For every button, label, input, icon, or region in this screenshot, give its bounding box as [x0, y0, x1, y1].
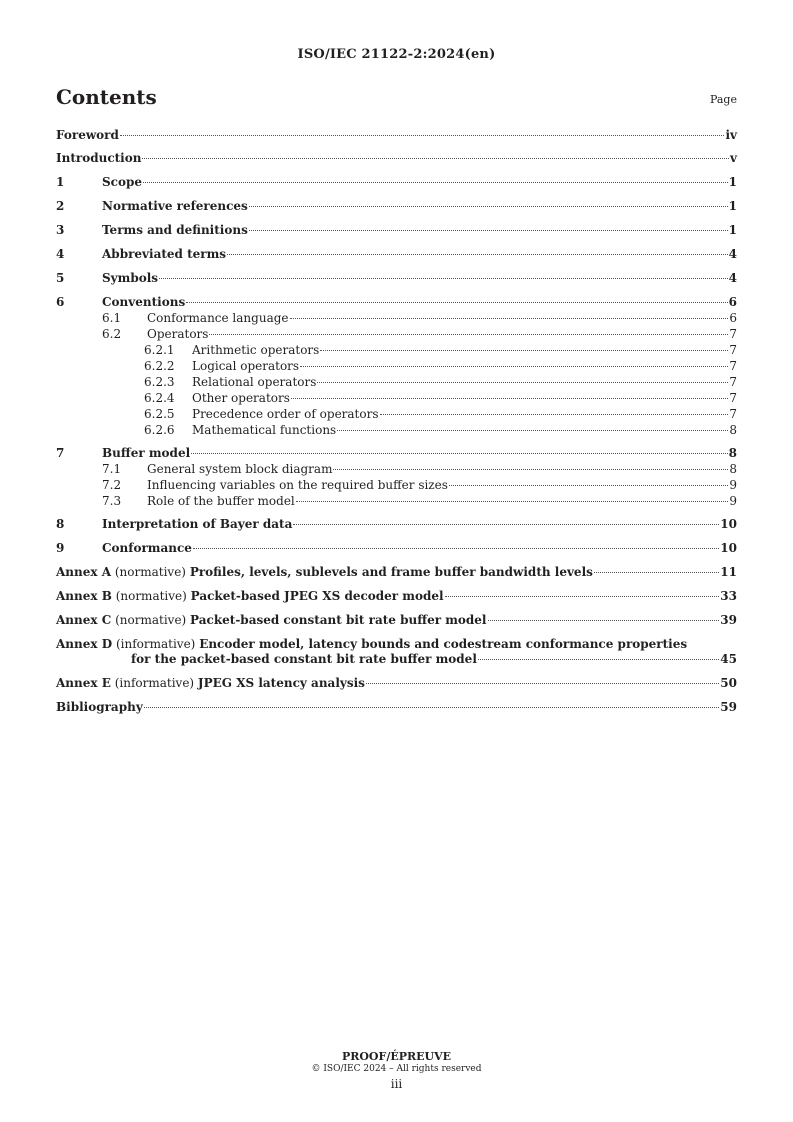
toc-entry-title: Relational operators [192, 375, 317, 389]
toc-entry[interactable] [56, 343, 737, 358]
toc-entry[interactable] [56, 565, 737, 580]
toc-entry[interactable] [56, 676, 737, 691]
toc-entry-title: Terms and definitions [102, 223, 248, 237]
dot-leader [227, 254, 728, 255]
toc-page-number: 59 [720, 700, 737, 714]
toc-entry-title [56, 637, 687, 651]
toc-entry[interactable] [56, 247, 737, 262]
copyright-notice: © ISO/IEC 2024 – All rights reserved [311, 1064, 482, 1074]
dot-leader [449, 485, 728, 486]
toc-entry-title [56, 589, 444, 604]
annex-kind: (informative) [110, 676, 198, 690]
toc-page-number: 6 [729, 311, 737, 325]
toc-entry-title: Role of the buffer model [147, 494, 295, 508]
dot-leader [293, 524, 719, 525]
toc-entry-title: Conformance language [147, 311, 289, 325]
toc-entry-title [56, 565, 593, 580]
toc-entry-number: 2 [56, 199, 65, 213]
annex-title: Packet-based constant bit rate buffer model [190, 613, 487, 627]
toc-entry-number: 8 [56, 517, 65, 531]
toc-entry-number: 7.3 [102, 494, 122, 508]
toc-entry[interactable] [56, 271, 737, 286]
dot-leader [488, 620, 720, 621]
toc-entry[interactable] [56, 494, 737, 509]
toc-entry-number: 6.1 [102, 311, 122, 325]
toc-entry-title: Operators [147, 327, 209, 341]
toc-page-number: 1 [728, 199, 737, 213]
dot-leader [193, 548, 719, 549]
toc-entry[interactable] [56, 375, 737, 390]
page-footer [0, 1050, 793, 1093]
annex-kind: (normative) [111, 589, 191, 603]
toc-entry-title: Foreword [56, 128, 119, 142]
toc-entry[interactable] [56, 589, 737, 604]
toc-entry-title [56, 613, 487, 628]
page-column-label: Page [709, 93, 737, 106]
toc-entry-title: Buffer model [102, 446, 191, 460]
dot-leader [300, 366, 728, 367]
dot-leader [249, 230, 728, 231]
dot-leader [142, 158, 729, 159]
toc-entry-title: Influencing variables on the required buffer sizes [147, 478, 448, 492]
toc-entry[interactable] [56, 478, 737, 493]
toc-page-number: v [730, 151, 737, 165]
dot-leader [249, 206, 728, 207]
toc-entry-title: Normative references [102, 199, 248, 213]
toc-page-number: 9 [729, 494, 737, 508]
toc-entry-number: 6.2 [102, 327, 122, 341]
dot-leader [291, 398, 728, 399]
toc-entry[interactable] [56, 407, 737, 422]
annex-title: Encoder model, latency bounds and codestream conformance properties [199, 637, 688, 651]
annex-title-continued: for the packet-based constant bit rate buffer model [131, 652, 477, 666]
dot-leader [478, 659, 719, 660]
toc-entry[interactable] [56, 327, 737, 342]
dot-leader [143, 182, 728, 183]
toc-entry-title: Conventions [102, 295, 186, 309]
toc-page-number: 1 [728, 223, 737, 237]
toc-entry-number: 6.2.4 [144, 391, 175, 405]
toc-page-number: 10 [720, 517, 737, 531]
toc-entry-title: Conformance [102, 541, 192, 555]
toc-entry-number: 7.2 [102, 478, 122, 492]
toc-entry-title: Precedence order of operators [192, 407, 379, 421]
toc-page-number: 4 [728, 247, 737, 261]
dot-leader [366, 683, 719, 684]
toc-entry-number: 6.2.5 [144, 407, 175, 421]
toc-entry-number: 7 [56, 446, 65, 460]
toc-entry[interactable] [56, 462, 737, 477]
toc-page-number: 1 [728, 175, 737, 189]
toc-entry[interactable] [56, 541, 737, 556]
table-of-contents [56, 128, 737, 715]
annex-kind: (normative) [111, 565, 190, 579]
toc-page-number: 7 [729, 327, 737, 341]
toc-entry[interactable] [56, 199, 737, 214]
dot-leader [191, 453, 728, 454]
dot-leader [290, 318, 729, 319]
toc-page-number: 50 [720, 676, 737, 690]
dot-leader [159, 278, 728, 279]
dot-leader [296, 501, 729, 502]
document-code-header: ISO/IEC 21122-2:2024(en) [297, 47, 496, 62]
toc-page-number: iv [725, 128, 737, 142]
toc-entry[interactable] [56, 637, 737, 667]
toc-entry-title: Interpretation of Bayer data [102, 517, 293, 531]
dot-leader [337, 430, 728, 431]
toc-entry-title: Logical operators [192, 359, 300, 373]
annex-title: Profiles, levels, sublevels and frame buffer bandwidth levels [189, 565, 593, 579]
toc-entry-title: Bibliography [56, 700, 143, 714]
dot-leader [445, 596, 720, 597]
toc-page-number: 33 [720, 589, 737, 603]
annex-title: JPEG XS latency analysis [197, 676, 365, 690]
toc-entry-title: Arithmetic operators [192, 343, 320, 357]
toc-entry-number: 4 [56, 247, 65, 261]
annex-label: Annex E [56, 676, 111, 690]
toc-entry-number: 6.2.2 [144, 359, 175, 373]
dot-leader [144, 707, 720, 708]
dot-leader [594, 572, 719, 573]
toc-entry[interactable] [56, 613, 737, 628]
toc-page-number: 11 [720, 565, 737, 579]
toc-entry[interactable] [56, 295, 737, 310]
toc-page-number: 7 [729, 343, 737, 357]
toc-entry-number: 5 [56, 271, 65, 285]
annex-kind: (normative) [111, 613, 191, 627]
toc-entry[interactable] [56, 175, 737, 190]
toc-entry-title: Introduction [56, 151, 142, 165]
toc-entry-title: Abbreviated terms [102, 247, 227, 261]
toc-entry-number: 6.2.6 [144, 423, 175, 437]
toc-entry[interactable] [56, 517, 737, 532]
dot-leader [380, 414, 729, 415]
toc-entry[interactable] [56, 128, 737, 143]
toc-page-number: 7 [729, 359, 737, 373]
toc-page-number: 7 [729, 407, 737, 421]
dot-leader [333, 469, 728, 470]
annex-label: Annex D [56, 637, 113, 651]
annex-label: Annex C [56, 613, 112, 627]
dot-leader [120, 135, 725, 136]
contents-title: Contents [56, 85, 157, 109]
toc-page-number: 8 [728, 446, 737, 460]
toc-entry-title: Other operators [192, 391, 290, 405]
toc-entry-number: 6.2.1 [144, 343, 175, 357]
toc-page-number: 10 [720, 541, 737, 555]
toc-entry[interactable] [56, 359, 737, 374]
toc-page-number: 8 [729, 423, 737, 437]
toc-entry-number: 3 [56, 223, 65, 237]
annex-label: Annex B [56, 589, 112, 603]
page-number: iii [390, 1077, 403, 1091]
toc-entry-number: 7.1 [102, 462, 122, 476]
toc-entry-number: 6.2.3 [144, 375, 175, 389]
toc-entry[interactable] [56, 446, 737, 461]
annex-title: Packet-based JPEG XS decoder model [190, 589, 444, 603]
toc-page-number: 8 [729, 462, 737, 476]
toc-page-number: 4 [728, 271, 737, 285]
toc-entry-title: Scope [102, 175, 143, 189]
toc-entry[interactable] [56, 700, 737, 715]
toc-entry-title: Mathematical functions [192, 423, 337, 437]
toc-entry[interactable] [56, 391, 737, 406]
toc-entry[interactable] [56, 151, 737, 166]
proof-label: PROOF/ÉPREUVE [341, 1050, 452, 1063]
toc-entry-number: 6 [56, 295, 65, 309]
toc-page-number: 39 [720, 613, 737, 627]
dot-leader [320, 350, 728, 351]
toc-entry-title: Symbols [102, 271, 159, 285]
toc-page-number: 45 [720, 652, 737, 666]
dot-leader [317, 382, 728, 383]
toc-page-number: 7 [729, 375, 737, 389]
toc-entry-title: General system block diagram [147, 462, 333, 476]
annex-kind: (informative) [112, 637, 200, 651]
toc-entry-number: 9 [56, 541, 65, 555]
toc-entry[interactable] [56, 311, 737, 326]
toc-page-number: 6 [728, 295, 737, 309]
dot-leader [186, 302, 727, 303]
toc-entry-number: 1 [56, 175, 65, 189]
toc-entry[interactable] [56, 223, 737, 238]
toc-page-number: 9 [729, 478, 737, 492]
annex-label: Annex A [56, 565, 112, 579]
toc-page-number: 7 [729, 391, 737, 405]
dot-leader [209, 334, 728, 335]
toc-entry[interactable] [56, 423, 737, 438]
toc-entry-title [56, 676, 365, 691]
